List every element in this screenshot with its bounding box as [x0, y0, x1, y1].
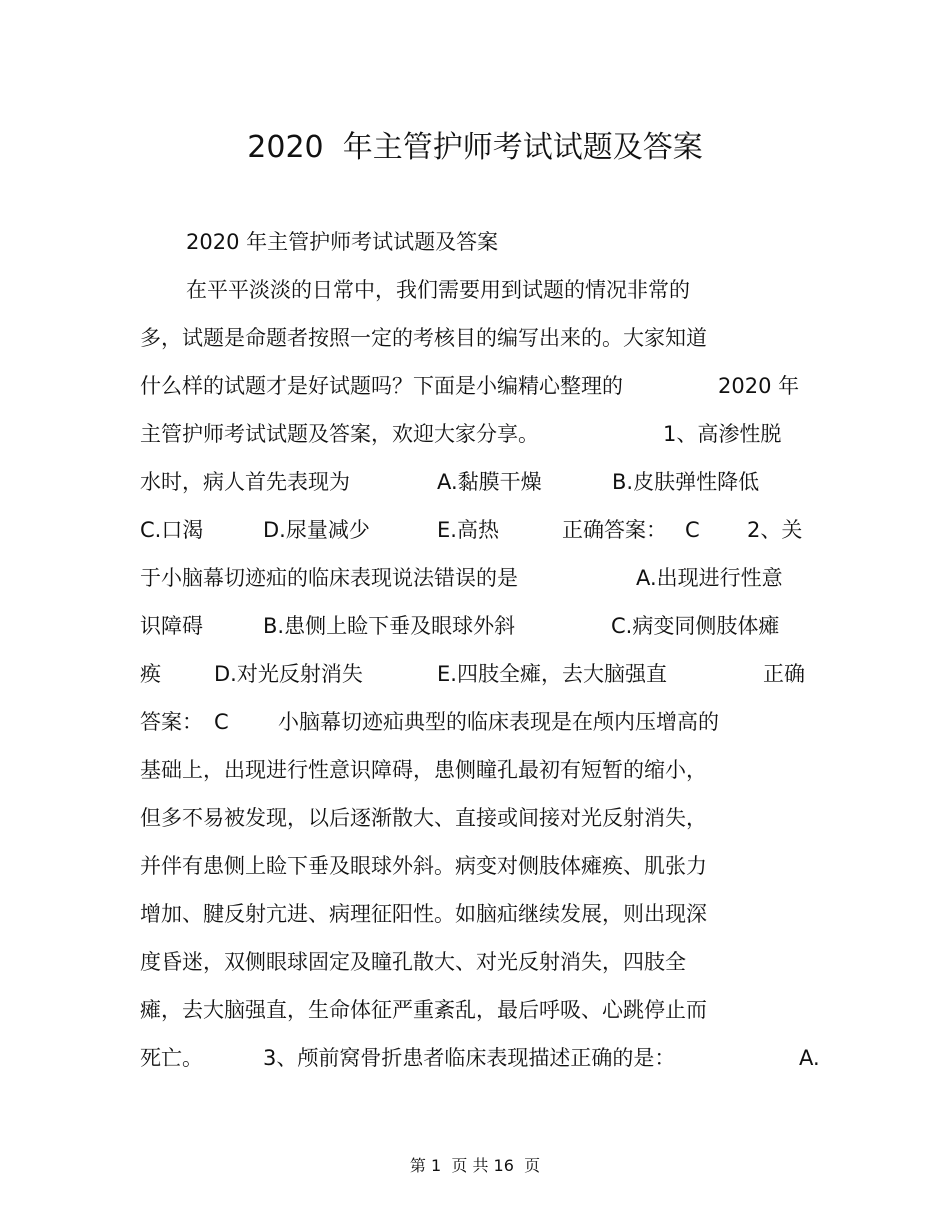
text-segment: E.高热: [437, 518, 499, 542]
text-line: [0, 849, 950, 883]
text-segment: 正确答案：: [562, 518, 667, 542]
text-line: [0, 273, 950, 307]
text-segment: C: [214, 710, 229, 734]
text-segment: 1、高渗性脱: [663, 422, 782, 446]
text-line: [0, 321, 950, 355]
text-segment: B.皮肤弹性降低: [612, 470, 760, 494]
text-line: [0, 897, 950, 931]
text-line: [0, 801, 950, 835]
text-segment: 3、颅前窝骨折患者临床表现描述正确的是：: [263, 1046, 676, 1070]
text-line: [0, 945, 950, 979]
text-segment: 在平平淡淡的日常中，我们需要用到试题的情况非常的: [186, 278, 690, 302]
text-segment: E.四肢全瘫，去大脑强直: [437, 662, 667, 686]
text-segment: 2、关: [747, 518, 803, 542]
text-segment: D.尿量减少: [263, 518, 370, 542]
text-line: [0, 561, 950, 595]
text-segment: 并伴有患侧上睑下垂及眼球外斜。病变对侧肢体瘫痪、肌张力: [140, 854, 707, 878]
text-segment: 主管护师考试试题及答案，欢迎大家分享。: [140, 422, 539, 446]
text-line: [0, 657, 950, 691]
text-segment: 识障碍: [140, 614, 203, 638]
text-line: [0, 225, 950, 259]
text-segment: 2020 年: [718, 374, 800, 398]
text-segment: A.出现进行性意: [636, 566, 783, 590]
text-segment: 正确: [763, 662, 805, 686]
text-segment: 小脑幕切迹疝典型的临床表现是在颅内压增高的: [278, 710, 719, 734]
text-segment: C: [685, 518, 700, 542]
text-line: [0, 705, 950, 739]
text-segment: 但多不易被发现，以后逐渐散大、直接或间接对光反射消失，: [140, 806, 707, 830]
text-line: [0, 753, 950, 787]
text-segment: 什么样的试题才是好试题吗？下面是小编精心整理的: [140, 374, 623, 398]
text-line: [0, 465, 950, 499]
page-footer: 第 1 页 共 16 页: [409, 1156, 541, 1175]
document-title: 2020 年主管护师考试试题及答案: [247, 130, 703, 165]
text-segment: 基础上，出现进行性意识障碍，患侧瞳孔最初有短暂的缩小，: [140, 758, 707, 782]
text-segment: 瘫，去大脑强直，生命体征严重紊乱，最后呼吸、心跳停止而: [140, 998, 707, 1022]
text-line: [0, 1041, 950, 1075]
text-segment: 2020 年主管护师考试试题及答案: [186, 230, 499, 254]
text-segment: A.: [799, 1046, 820, 1070]
text-segment: 增加、腱反射亢进、病理征阳性。如脑疝继续发展，则出现深: [140, 902, 707, 926]
text-segment: C.口渴: [140, 518, 204, 542]
text-segment: B.患侧上睑下垂及眼球外斜: [263, 614, 516, 638]
text-segment: 水时，病人首先表现为: [140, 470, 350, 494]
text-segment: 死亡。: [140, 1046, 203, 1070]
text-segment: D.对光反射消失: [214, 662, 363, 686]
text-line: [0, 993, 950, 1027]
text-segment: A.黏膜干燥: [437, 470, 542, 494]
text-segment: 答案：: [140, 710, 203, 734]
text-line: [0, 369, 950, 403]
text-segment: 于小脑幕切迹疝的临床表现说法错误的是: [140, 566, 518, 590]
text-segment: 度昏迷，双侧眼球固定及瞳孔散大、对光反射消失，四肢全: [140, 950, 686, 974]
text-line: [0, 513, 950, 547]
text-segment: C.病变同侧肢体瘫: [611, 614, 780, 638]
text-segment: 痪: [140, 662, 161, 686]
text-line: [0, 417, 950, 451]
text-line: [0, 609, 950, 643]
text-segment: 多，试题是命题者按照一定的考核目的编写出来的。大家知道: [140, 326, 707, 350]
